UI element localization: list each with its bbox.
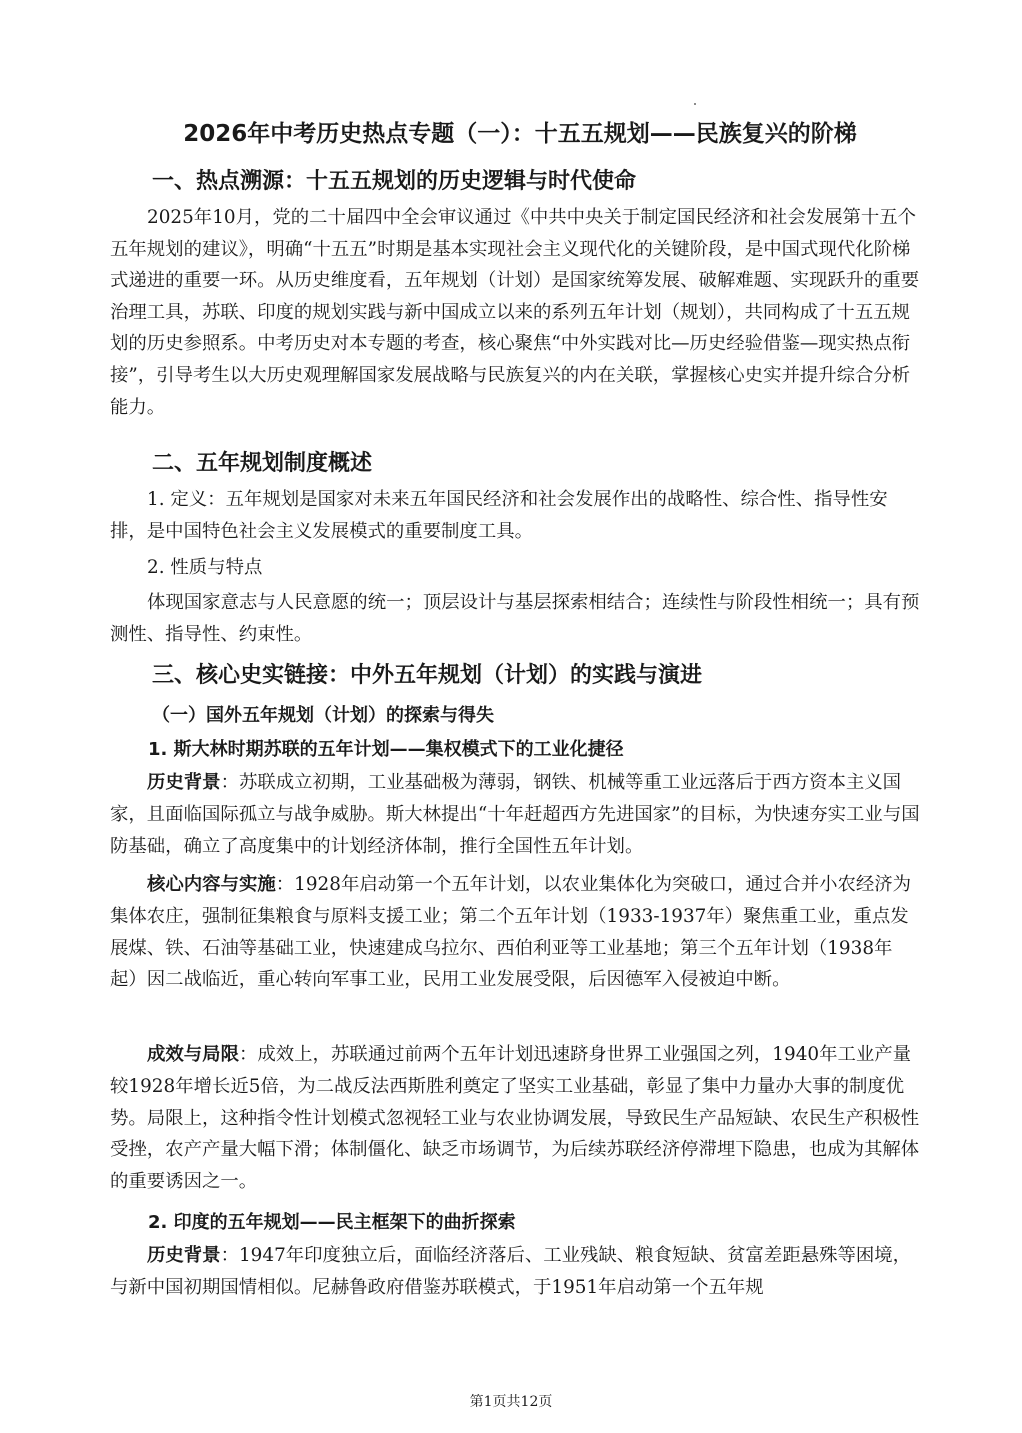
scan-speck [694,103,696,105]
ussr-background-text: ：苏联成立初期，工业基础极为薄弱，钢铁、机械等重工业远落后于西方资本主义国家，且面临国际孤立与战争威胁。斯大林提出“十年赶超西方先进国家”的目标，为快速夯实工业与国防基础，确立了高度集中的计划经济体制，推行全国性五年计划。 [110,772,920,857]
subsection-heading: （一）国外五年规划（计划）的探索与得失 [152,705,494,726]
ussr-background-label: 历史背景 [147,772,221,793]
section-1-paragraph: 2025年10月，党的二十届四中全会审议通过《中共中央关于制定国民经济和社会发展第十五个五年规划的建议》，明确“十五五”时期是基本实现社会主义现代化的关键阶段，是中国式现代化阶梯式递进的重要一环。从历史维度看，五年规划（计划）是国家统筹发展、破解难题、实现跃升的重要治理工具，苏联、印度的规划实践与新中国成立以来的系列五年计划（规划），共同构成了十五五规划的历史参照系。中考历史对本专题的考查，核心聚焦“中外实践对比—历史经验借鉴—现实热点衔接”，引导考生以大历史观理解国家发展战略与民族复兴的内在关联，掌握核心史实并提升综合分析能力。 [110,207,920,418]
ussr-results-paragraph [110,1039,920,1198]
section-heading-3: 三、核心史实链接：中外五年规划（计划）的实践与演进 [152,663,703,688]
definition-paragraph: 1. 定义：五年规划是国家对未来五年国民经济和社会发展作出的战略性、综合性、指导性安排，是中国特色社会主义发展模式的重要制度工具。 [110,489,888,542]
item-heading-india: 2. 印度的五年规划——民主框架下的曲折探索 [148,1212,516,1233]
page-title: 2026年中考历史热点专题（一）：十五五规划——民族复兴的阶梯 [183,121,857,147]
nature-heading: 2. 性质与特点 [147,557,263,578]
india-background-paragraph [110,1240,920,1304]
india-background-text: ：1947年印度独立后，面临经济落后、工业残缺、粮食短缺、贫富差距悬殊等困境，与新中国初期国情相似。尼赫鲁政府借鉴苏联模式，于1951年启动第一个五年规 [110,1245,912,1298]
nature-paragraph: 体现国家意志与人民意愿的统一；顶层设计与基层探索相结合；连续性与阶段性相统一；具有预测性、指导性、约束性。 [110,592,920,645]
page-number-footer: 第1页共12页 [469,1394,553,1410]
ussr-core-label: 核心内容与实施 [147,874,276,895]
ussr-results-text: ：成效上，苏联通过前两个五年计划迅速跻身世界工业强国之列，1940年工业产量较1928年增长近5倍，为二战反法西斯胜利奠定了坚实工业基础，彰显了集中力量办大事的制度优势。局限上，这种指令性计划模式忽视轻工业与农业协调发展，导致民生产品短缺、农民生产积极性受挫，农产产量大幅下滑；体制僵化、缺乏市场调节，为后续苏联经济停滞埋下隐患，也成为其解体的重要诱因之一。 [110,1044,920,1193]
section-heading-1: 一、热点溯源：十五五规划的历史逻辑与时代使命 [152,169,637,194]
section-heading-2: 二、五年规划制度概述 [152,451,373,476]
ussr-background-paragraph [110,767,920,862]
ussr-core-paragraph [110,869,920,996]
ussr-core-text: ：1928年启动第一个五年计划，以农业集体化为突破口，通过合并小农经济为集体农庄，强制征集粮食与原料支援工业；第二个五年计划（1933-1937年）聚焦重工业，重点发展煤、铁、石油等基础工业，快速建成乌拉尔、西伯利亚等工业基地；第三个五年计划（1938年起）因二战临近，重心转向军事工业，民用工业发展受限，后因德军入侵被迫中断。 [110,874,912,991]
india-background-label: 历史背景 [147,1245,221,1266]
ussr-results-label: 成效与局限 [147,1044,239,1065]
item-heading-ussr: 1. 斯大林时期苏联的五年计划——集权模式下的工业化捷径 [148,739,624,760]
